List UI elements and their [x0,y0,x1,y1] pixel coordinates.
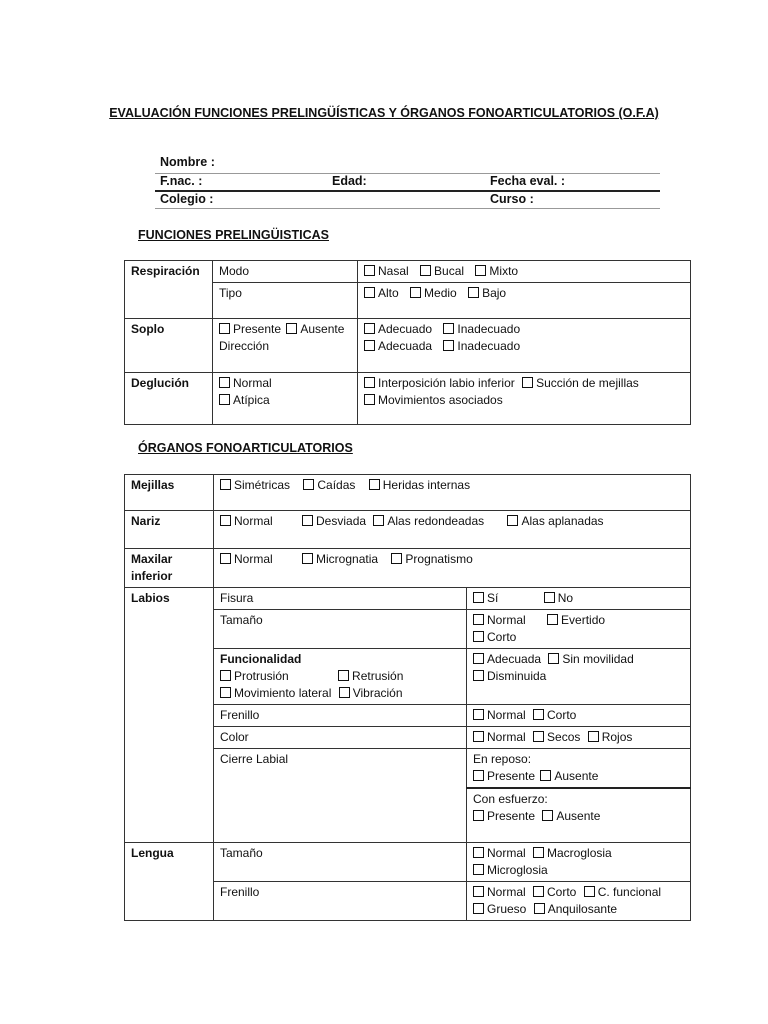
checkbox-reposo-ausente[interactable]: Ausente [540,769,598,783]
checkbox-direccion-inadecuado[interactable]: Inadecuado [443,339,520,353]
en-reposo-label: En reposo: [473,752,532,766]
checkbox-ausente[interactable]: Ausente [286,322,344,336]
checkbox-lengua-normal[interactable]: Normal [473,846,526,860]
checkbox-grueso[interactable]: Grueso [473,902,526,916]
checkbox-desviada[interactable]: Desviada [302,514,366,528]
checkbox-labios-corto[interactable]: Corto [473,629,676,646]
deglucion-label: Deglución [125,373,213,425]
modo-options [358,261,691,283]
checkbox-mixto[interactable]: Mixto [475,264,518,278]
direccion-label: Dirección [219,339,270,353]
tipo-label: Tipo [213,283,358,319]
lengua-tamano-label: Tamaño [214,842,467,881]
checkbox-lengua-frenillo-corto[interactable]: Corto [533,885,576,899]
checkbox-simetricas[interactable]: Simétricas [220,478,290,492]
lengua-frenillo-label: Frenillo [214,881,467,920]
nombre-line [155,173,660,174]
maxilar-label: Maxilar inferior [125,549,214,588]
table-row [125,842,691,881]
colegio-line [155,208,660,209]
checkbox-protrusion[interactable]: Protrusión [220,669,289,683]
checkbox-esfuerzo-ausente[interactable]: Ausente [542,809,600,823]
checkbox-disminuida[interactable]: Disminuida [473,668,676,685]
labios-tamano-label: Tamaño [214,610,467,649]
checkbox-func-adecuada[interactable]: Adecuada [473,652,541,666]
checkbox-microglosia[interactable]: Microglosia [473,862,676,879]
checkbox-interposicion[interactable]: Interposición labio inferior [364,376,515,390]
checkbox-alto[interactable]: Alto [364,286,399,300]
table-row [125,610,691,649]
checkbox-esfuerzo-presente[interactable]: Presente [473,809,535,823]
table-row [125,283,691,319]
checkbox-lengua-frenillo-normal[interactable]: Normal [473,885,526,899]
checkbox-fisura-no[interactable]: No [544,591,573,605]
ofa-table [124,474,691,921]
checkbox-bajo[interactable]: Bajo [468,286,506,300]
nombre-label: Nombre : [160,155,215,169]
checkbox-movimiento-lateral[interactable]: Movimiento lateral [220,686,331,700]
checkbox-vibracion[interactable]: Vibración [339,686,403,700]
checkbox-presente[interactable]: Presente [219,322,281,336]
checkbox-sin-movilidad[interactable]: Sin movilidad [548,652,633,666]
fnac-label: F.nac. : [160,174,203,188]
checkbox-c-funcional[interactable]: C. funcional [584,885,661,899]
checkbox-color-normal[interactable]: Normal [473,730,526,744]
table-row [125,549,691,588]
checkbox-anquilosante[interactable]: Anquilosante [534,902,617,916]
checkbox-deglucion-normal[interactable]: Normal [219,375,343,392]
section-ofa-title: ÓRGANOS FONOARTICULATORIOS [138,441,353,455]
table-row [125,475,691,511]
checkbox-adecuado[interactable]: Adecuado [364,322,432,336]
respiracion-label: Respiración [125,261,213,283]
con-esfuerzo-label: Con esfuerzo: [473,792,548,806]
lengua-label: Lengua [125,842,214,881]
checkbox-medio[interactable]: Medio [410,286,457,300]
checkbox-retrusion[interactable]: Retrusión [338,669,403,683]
checkbox-alas-aplanadas[interactable]: Alas aplanadas [507,514,603,528]
table-row [125,649,691,705]
labios-frenillo-label: Frenillo [214,705,467,727]
checkbox-inadecuado[interactable]: Inadecuado [443,322,520,336]
cierre-labial-label: Cierre Labial [214,749,467,843]
table-row [125,261,691,283]
checkbox-alas-redondeadas[interactable]: Alas redondeadas [373,514,484,528]
nariz-label: Nariz [125,511,214,549]
funcionalidad-label: Funcionalidad [220,652,302,666]
table-row [125,881,691,920]
checkbox-rojos[interactable]: Rojos [588,730,633,744]
checkbox-direccion-adecuada[interactable]: Adecuada [364,339,432,353]
checkbox-nariz-normal[interactable]: Normal [220,514,273,528]
checkbox-secos[interactable]: Secos [533,730,580,744]
curso-label: Curso : [490,192,534,206]
fecha-eval-label: Fecha eval. : [490,174,566,188]
checkbox-fisura-si[interactable]: Sí [473,591,498,605]
table-row [125,511,691,549]
checkbox-movimientos-asociados[interactable]: Movimientos asociados [364,392,676,409]
checkbox-evertido[interactable]: Evertido [547,613,605,627]
section-prelinguisticas-title: FUNCIONES PRELINGÜISTICAS [138,228,329,242]
checkbox-maxilar-normal[interactable]: Normal [220,552,273,566]
tipo-options [358,283,691,319]
table-row [125,319,691,373]
checkbox-succion[interactable]: Succión de mejillas [522,376,639,390]
document-title: EVALUACIÓN FUNCIONES PRELINGÜÍSTICAS Y ÓRGANOS FONOARTICULATORIOS (O.F.A) [109,106,659,120]
table-row [125,588,691,610]
table-row [125,705,691,727]
fnac-line [155,190,660,192]
checkbox-deglucion-atipica[interactable]: Atípica [219,392,343,409]
checkbox-reposo-presente[interactable]: Presente [473,769,535,783]
checkbox-nasal[interactable]: Nasal [364,264,409,278]
colegio-label: Colegio : [160,192,214,206]
modo-label: Modo [213,261,358,283]
mejillas-label: Mejillas [125,475,214,511]
checkbox-labios-normal[interactable]: Normal [473,613,526,627]
checkbox-micrognatia[interactable]: Micrognatia [302,552,378,566]
checkbox-prognatismo[interactable]: Prognatismo [391,552,472,566]
prelinguisticas-table [124,260,691,425]
labios-label: Labios [125,588,214,610]
fisura-label: Fisura [214,588,467,610]
checkbox-caidas[interactable]: Caídas [303,478,355,492]
checkbox-bucal[interactable]: Bucal [420,264,464,278]
color-label: Color [214,727,467,749]
checkbox-frenillo-normal[interactable]: Normal [473,708,526,722]
checkbox-heridas-internas[interactable]: Heridas internas [369,478,470,492]
table-row [125,749,691,789]
soplo-label: Soplo [125,319,213,373]
table-row [125,373,691,425]
checkbox-frenillo-corto[interactable]: Corto [533,708,576,722]
checkbox-macroglosia[interactable]: Macroglosia [533,846,612,860]
edad-label: Edad: [332,174,367,188]
table-row [125,727,691,749]
